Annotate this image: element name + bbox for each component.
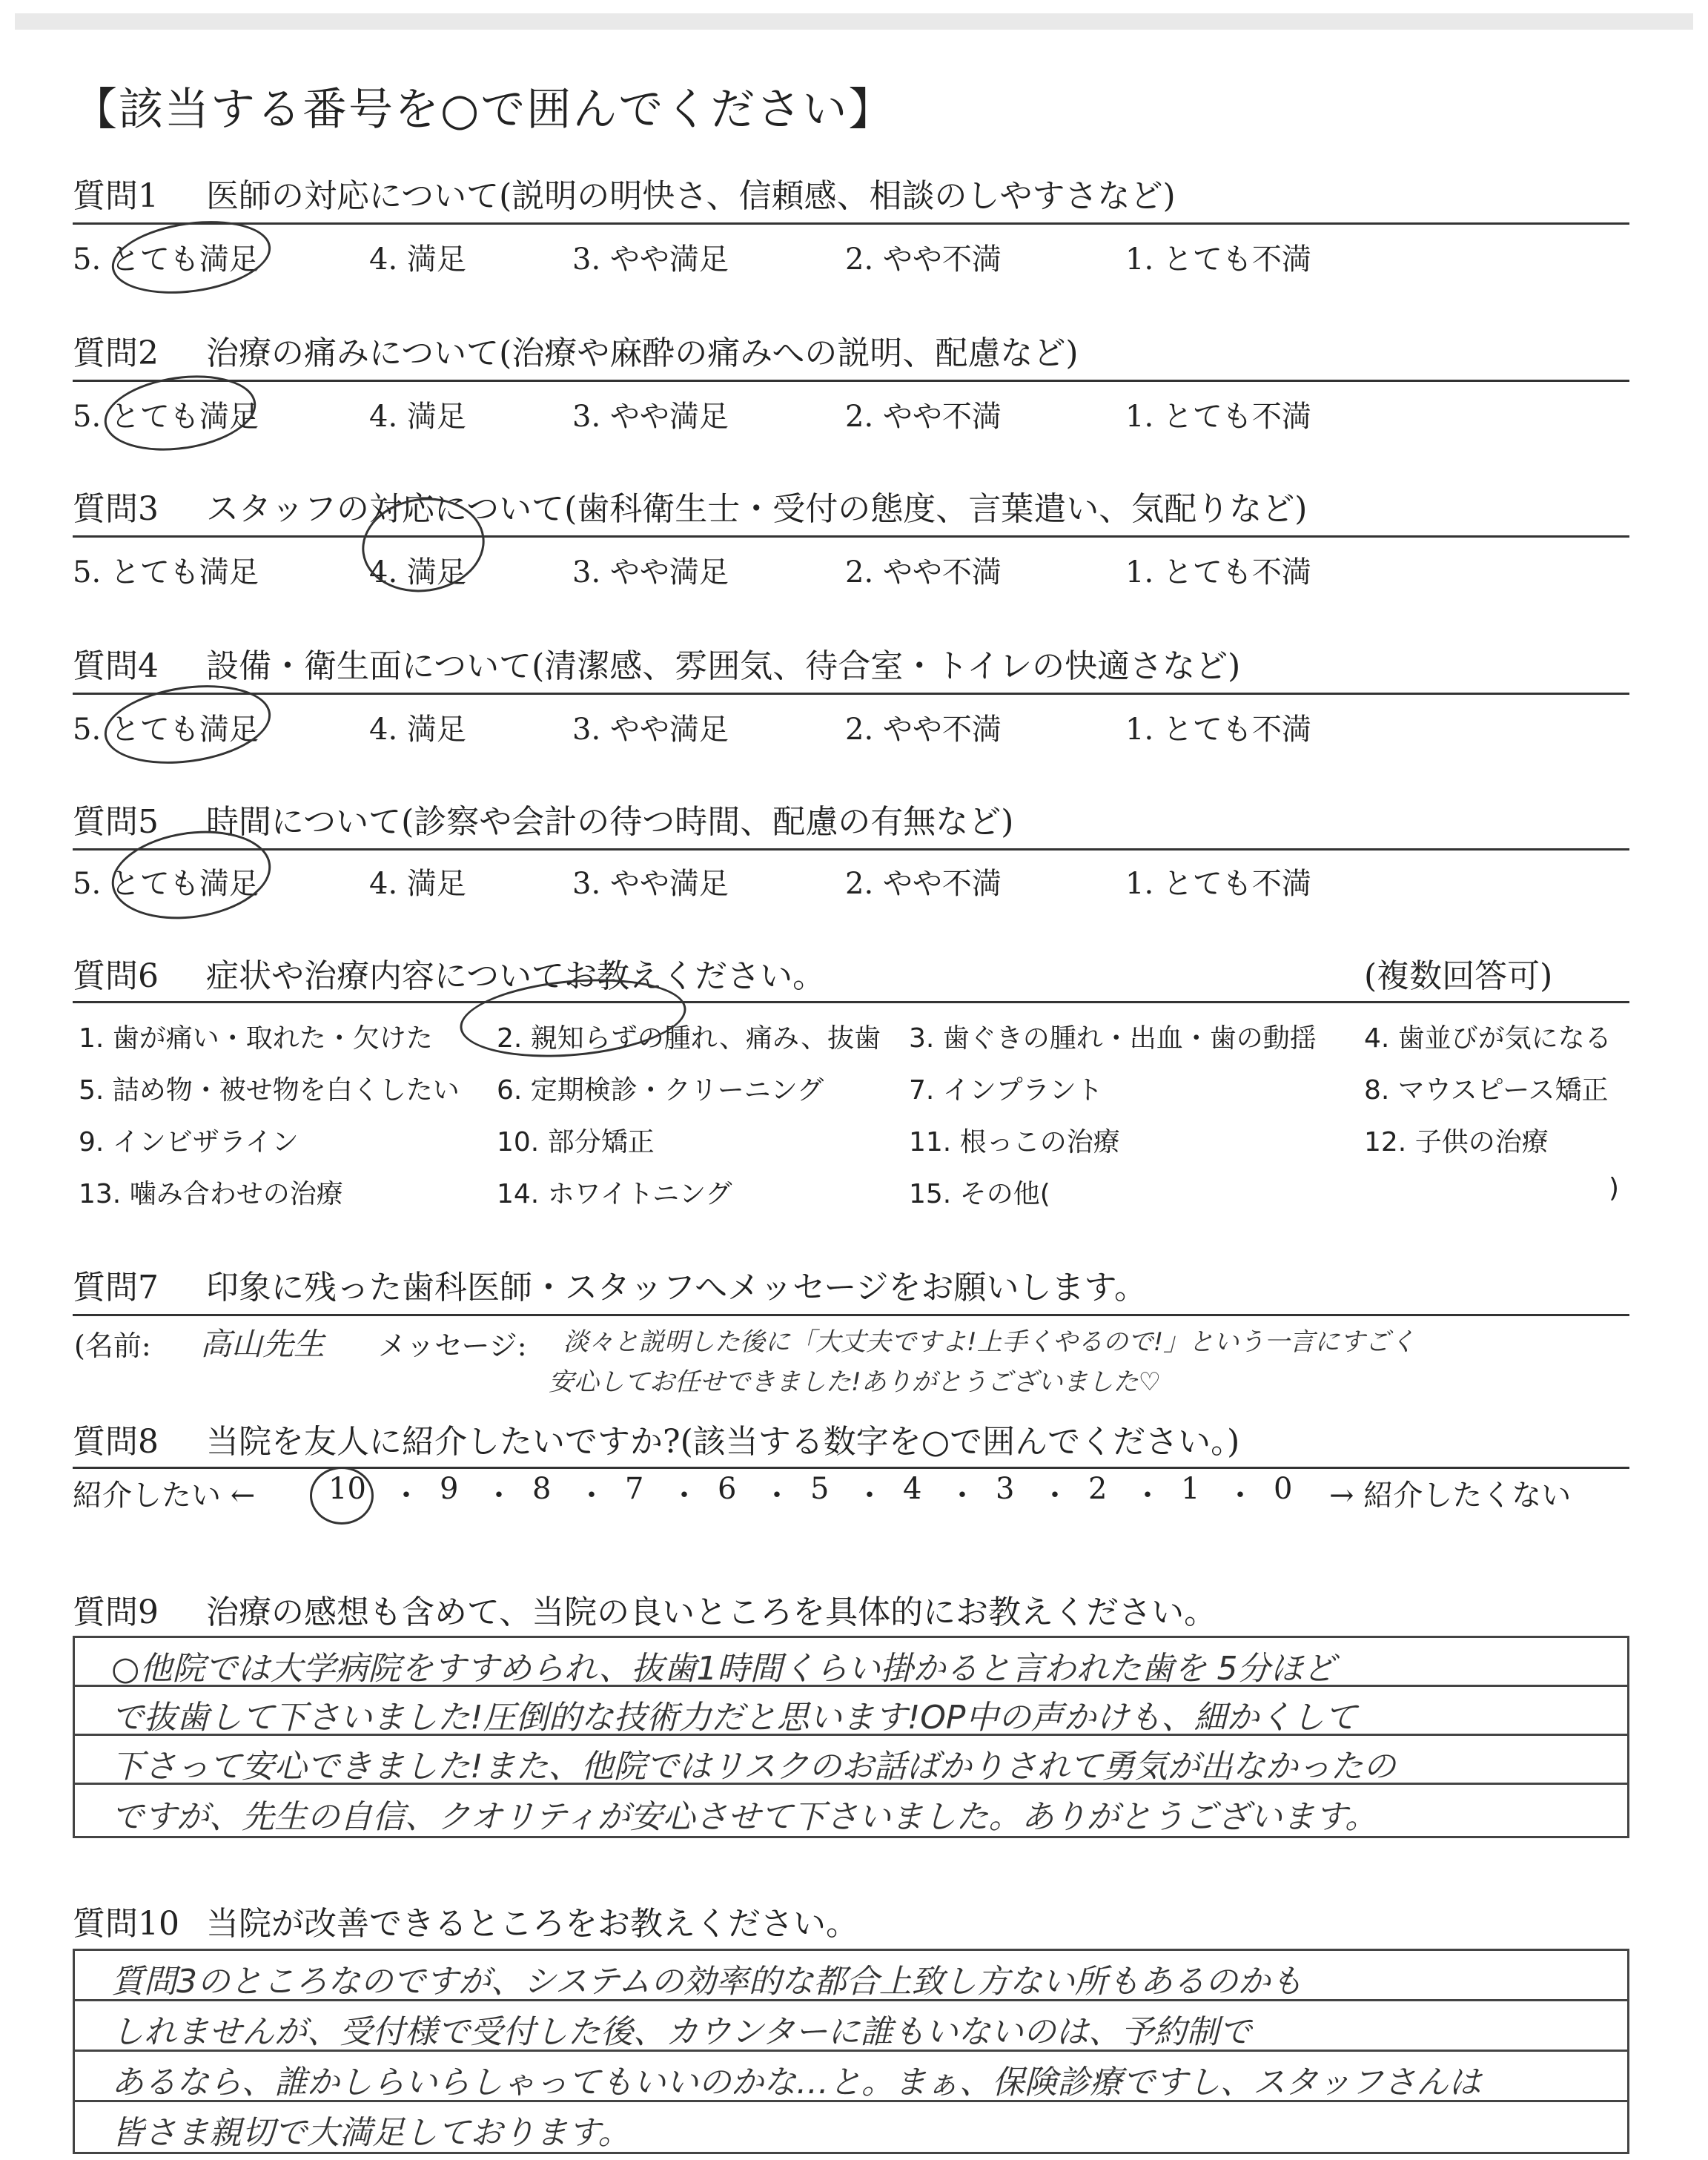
question-number: 質問2 xyxy=(73,334,159,372)
option-1[interactable]: 1. とても不満 xyxy=(1125,867,1311,901)
question-text: 当院を友人に紹介したいですか?(該当する数字を○で囲んでください。) xyxy=(206,1423,1240,1461)
symptom-option[interactable]: 12. 子供の治療 xyxy=(1364,1127,1549,1157)
scale-value[interactable]: 3 xyxy=(996,1472,1015,1506)
option-5[interactable]: 5. とても満足 xyxy=(73,400,259,434)
comment-line[interactable]: しれませんが、受付様で受付した後、カウンターに誰もいないのは、予約制で xyxy=(111,2013,1252,2051)
option-4[interactable]: 4. 満足 xyxy=(369,242,466,277)
comment-line[interactable]: ですが、先生の自信、クオリティが安心させて下さいました。ありがとうございます。 xyxy=(111,1798,1378,1836)
message-label: メッセージ: xyxy=(378,1330,527,1362)
scale-right-label: → 紹介したくない xyxy=(1329,1479,1572,1513)
box-right-edge xyxy=(1627,1949,1629,2153)
symptom-option[interactable]: 10. 部分矯正 xyxy=(497,1127,655,1157)
answer-options xyxy=(73,236,1629,276)
scale-value[interactable]: 4 xyxy=(903,1472,922,1506)
answer-rule xyxy=(73,535,1629,538)
comment-line[interactable]: ○他院では大学病院をすすめられ、抜歯1時間くらい掛かると言われた歯を 5分ほど xyxy=(111,1650,1336,1688)
question-text: 症状や治療内容についてお教えください。 xyxy=(206,957,826,995)
comment-line[interactable]: で抜歯して下さいました!圧倒的な技術力だと思います!OP中の声かけも、細かくして xyxy=(111,1699,1357,1737)
option-1[interactable]: 1. とても不満 xyxy=(1125,400,1311,434)
option-4[interactable]: 4. 満足 xyxy=(369,555,466,589)
answer-rule xyxy=(73,848,1629,851)
message-line[interactable]: 安心してお任せできました!ありがとうございました♡ xyxy=(549,1367,1162,1397)
option-1[interactable]: 1. とても不満 xyxy=(1125,713,1311,747)
comment-line[interactable]: 皆さま親切で大満足しております。 xyxy=(111,2114,631,2152)
symptom-option[interactable]: 8. マウスピース矯正 xyxy=(1364,1075,1609,1106)
option-5[interactable]: 5. とても満足 xyxy=(73,713,259,747)
name-label: (名前: xyxy=(74,1330,151,1362)
question-text: 当院が改善できるところをお教えください。 xyxy=(206,1905,858,1943)
answer-rule xyxy=(73,1467,1629,1469)
answer-options xyxy=(73,860,1629,900)
question-text: 時間について(診察や会計の待つ時間、配慮の有無など) xyxy=(206,803,1014,841)
question-text: スタッフの対応について(歯科衛生士・受付の態度、言葉遣い、気配りなど) xyxy=(206,490,1308,528)
option-2[interactable]: 2. やや不満 xyxy=(845,555,1002,589)
answer-rule xyxy=(73,380,1629,382)
scale-value[interactable]: 1 xyxy=(1181,1472,1200,1506)
option-2[interactable]: 2. やや不満 xyxy=(845,867,1002,901)
option-2[interactable]: 2. やや不満 xyxy=(845,400,1002,434)
question-text: 設備・衛生面について(清潔感、雰囲気、待合室・トイレの快適さなど) xyxy=(206,647,1241,685)
question-text: 治療の感想も含めて、当院の良いところを具体的にお教えください。 xyxy=(206,1593,1217,1631)
symptom-option[interactable]: 7. インプラント xyxy=(909,1075,1103,1106)
comment-line[interactable]: 質問3のところなのですが、システムの効率的な都合上致し方ない所もあるのかも xyxy=(111,1963,1303,2001)
option-5[interactable]: 5. とても満足 xyxy=(73,555,259,589)
symptom-option[interactable]: 9. インビザライン xyxy=(79,1127,299,1157)
option-3[interactable]: 3. やや満足 xyxy=(572,555,729,589)
page-title: 【該当する番号を○で囲んでください】 xyxy=(73,84,895,136)
question-number: 質問4 xyxy=(73,647,159,685)
selection-circle xyxy=(310,1467,374,1525)
option-5[interactable]: 5. とても満足 xyxy=(73,242,259,277)
symptom-option[interactable]: 13. 噛み合わせの治療 xyxy=(79,1179,343,1209)
scale-left-label: 紹介したい ← xyxy=(73,1479,256,1513)
option-5[interactable]: 5. とても満足 xyxy=(73,867,259,901)
selection-circle xyxy=(99,676,276,773)
question-number: 質問5 xyxy=(73,803,159,841)
option-4[interactable]: 4. 満足 xyxy=(369,713,466,747)
symptom-option-other[interactable]: 15. その他( xyxy=(909,1179,1050,1209)
answer-rule xyxy=(73,1001,1629,1003)
message-line[interactable]: 淡々と説明した後に「大丈夫ですよ!上手くやるので!」という一言にすごく xyxy=(563,1327,1416,1357)
name-value[interactable]: 高山先生 xyxy=(200,1326,325,1362)
option-4[interactable]: 4. 満足 xyxy=(369,867,466,901)
question-number: 質問8 xyxy=(73,1423,159,1461)
question-number: 質問6 xyxy=(73,957,159,995)
ruled-line xyxy=(73,1636,1629,1638)
box-left-edge xyxy=(73,1949,75,2153)
symptom-option[interactable]: 14. ホワイトニング xyxy=(497,1179,732,1209)
scale-value[interactable]: 5 xyxy=(810,1472,830,1506)
selection-circle xyxy=(107,211,276,303)
option-3[interactable]: 3. やや満足 xyxy=(572,713,729,747)
answer-rule xyxy=(73,693,1629,695)
comment-line[interactable]: あるなら、誰かしらいらしゃってもいいのかな…と。まぁ、保険診療ですし、スタッフさんは xyxy=(111,2064,1481,2101)
comment-line[interactable]: 下さって安心できました!また、他院ではリスクのお話ばかりされて勇気が出なかったの xyxy=(111,1748,1396,1786)
answer-options xyxy=(73,393,1629,433)
symptom-option[interactable]: 1. 歯が痛い・取れた・欠けた xyxy=(79,1023,433,1054)
question-text: 医師の対応について(説明の明快さ、信頼感、相談のしやすさなど) xyxy=(206,177,1176,215)
answer-rule xyxy=(73,222,1629,225)
question-number: 質問3 xyxy=(73,490,159,528)
symptom-option[interactable]: 11. 根っこの治療 xyxy=(909,1127,1120,1157)
symptom-option[interactable]: 5. 詰め物・被せ物を白くしたい xyxy=(79,1075,460,1106)
question-text: 治療の痛みについて(治療や麻酔の痛みへの説明、配慮など) xyxy=(206,334,1079,372)
symptom-option[interactable]: 6. 定期検診・クリーニング xyxy=(497,1075,824,1106)
answer-options xyxy=(73,549,1629,589)
scale-value[interactable]: 8 xyxy=(532,1472,552,1506)
option-1[interactable]: 1. とても不満 xyxy=(1125,555,1311,589)
option-4[interactable]: 4. 満足 xyxy=(369,400,466,434)
other-close-paren: ) xyxy=(1609,1173,1620,1203)
scale-value[interactable]: 0 xyxy=(1274,1472,1293,1506)
option-1[interactable]: 1. とても不満 xyxy=(1125,242,1311,277)
box-right-edge xyxy=(1627,1636,1629,1838)
option-3[interactable]: 3. やや満足 xyxy=(572,242,729,277)
symptom-option[interactable]: 4. 歯並びが気になる xyxy=(1364,1023,1612,1054)
scale-value[interactable]: 2 xyxy=(1088,1472,1108,1506)
box-left-edge xyxy=(73,1636,75,1838)
scan-top-band xyxy=(15,13,1693,30)
scale-value[interactable]: 10 xyxy=(328,1472,366,1506)
scale-value[interactable]: 6 xyxy=(718,1472,737,1506)
option-3[interactable]: 3. やや満足 xyxy=(572,867,729,901)
option-2[interactable]: 2. やや不満 xyxy=(845,242,1002,277)
scale-value[interactable]: 7 xyxy=(625,1472,644,1506)
scale-value[interactable]: 9 xyxy=(440,1472,459,1506)
question-number: 質問7 xyxy=(73,1269,159,1307)
symptom-option[interactable]: 2. 親知らずの腫れ、痛み、抜歯 xyxy=(497,1023,881,1054)
symptom-option[interactable]: 3. 歯ぐきの腫れ・出血・歯の動揺 xyxy=(909,1023,1317,1054)
question-text: 印象に残った歯科医師・スタッフへメッセージをお願いします。 xyxy=(206,1269,1147,1307)
option-3[interactable]: 3. やや満足 xyxy=(572,400,729,434)
ruled-line xyxy=(73,1949,1629,1951)
answer-rule xyxy=(73,1314,1629,1316)
question-note: (複数回答可) xyxy=(1364,957,1553,995)
option-2[interactable]: 2. やや不満 xyxy=(845,713,1002,747)
question-number: 質問1 xyxy=(73,177,159,215)
question-number: 質問10 xyxy=(73,1905,179,1943)
question-number: 質問9 xyxy=(73,1593,159,1631)
answer-options xyxy=(73,706,1629,746)
